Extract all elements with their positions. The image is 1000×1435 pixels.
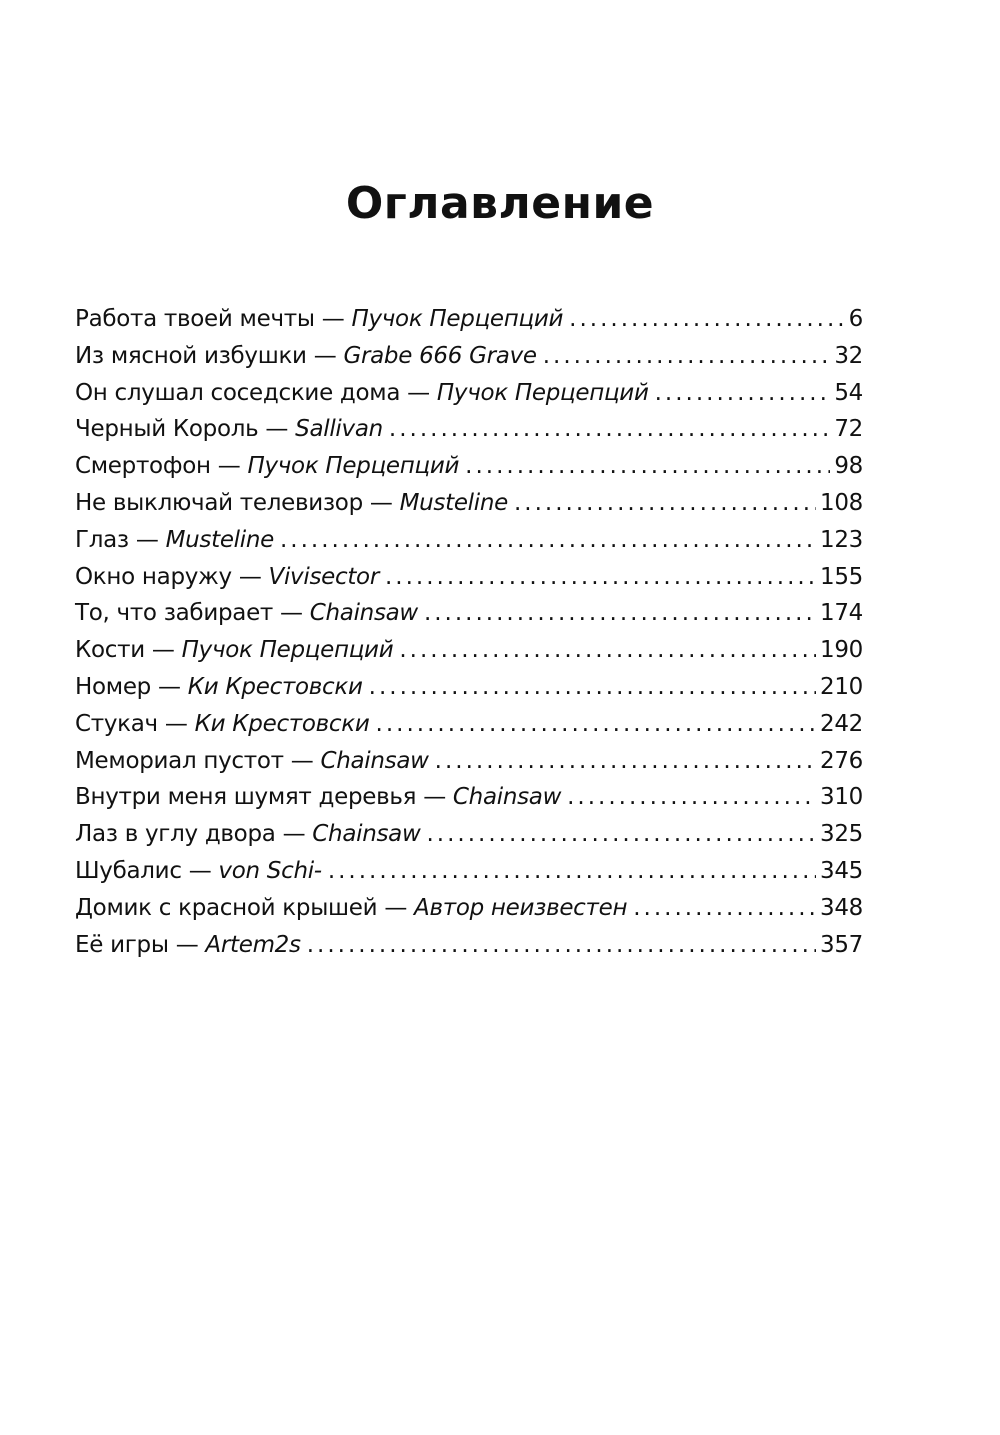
toc-entry (75, 632, 863, 669)
toc-entry-title: Шубалис (75, 857, 182, 884)
toc-entry-page-number: 98 (834, 453, 863, 480)
toc-entry-title: Мемориал пустот (75, 747, 284, 774)
toc-entry-page-number: 32 (834, 342, 863, 369)
toc-entry-title: Не выключай телевизор (75, 489, 363, 516)
dot-leader (307, 927, 816, 964)
dot-leader (399, 632, 816, 669)
toc-entry-separator: — (265, 416, 289, 443)
toc-entry-page-number: 357 (820, 931, 863, 958)
dot-leader (389, 411, 830, 448)
dot-leader (633, 890, 816, 927)
dot-leader (543, 338, 831, 375)
toc-entry-page-number: 155 (820, 563, 863, 590)
toc-entry (75, 522, 863, 559)
toc-entry (75, 890, 863, 927)
page-title: Оглавление (345, 178, 655, 229)
toc-entry-separator: — (151, 637, 175, 664)
toc-entry-author: Chainsaw (312, 821, 421, 848)
toc-entry-separator: — (282, 821, 306, 848)
toc-entry (75, 485, 863, 522)
dot-leader (426, 816, 816, 853)
toc-entry-page-number: 123 (820, 526, 863, 553)
toc-entry-title: Работа твоей мечты (75, 306, 315, 332)
toc-entry-author: Chainsaw (309, 600, 418, 627)
toc-entry (75, 411, 863, 448)
toc-entry (75, 375, 863, 412)
toc-entry (75, 301, 863, 338)
toc-entry-page-number: 276 (820, 747, 863, 774)
toc-entry-title: Окно наружу (75, 563, 232, 590)
toc-entry-title: Стукач (75, 710, 158, 737)
toc-entry-page-number: 54 (834, 379, 863, 406)
toc-entry (75, 816, 863, 853)
toc-entry-title: Из мясной избушки (75, 342, 307, 369)
toc-entry (75, 669, 863, 706)
toc-entry-page-number: 325 (820, 821, 863, 848)
toc-entry-page-number: 6 (848, 306, 863, 332)
dot-leader (465, 448, 830, 485)
table-of-contents (75, 301, 863, 963)
toc-entry-author: Chainsaw (320, 747, 429, 774)
dot-leader (385, 559, 816, 596)
toc-entry (75, 338, 863, 375)
toc-entry-author: Пучок Перцепций (351, 306, 564, 332)
toc-entry-separator: — (313, 342, 337, 369)
dot-leader (569, 301, 844, 338)
toc-entry-author: Ки Крестовски (194, 710, 370, 737)
toc-entry-author: Пучок Перцепций (181, 637, 394, 664)
toc-entry-separator: — (238, 563, 262, 590)
toc-entry-title: Смертофон (75, 453, 211, 480)
toc-entry-author: Musteline (165, 526, 274, 553)
toc-entry-page-number: 345 (820, 857, 863, 884)
toc-entry-separator: — (280, 600, 303, 627)
toc-entry-separator: — (157, 673, 181, 700)
toc-entry-page-number: 210 (820, 673, 863, 700)
toc-entry (75, 853, 863, 890)
toc-entry-title: Глаз (75, 526, 129, 553)
toc-entry-title: Номер (75, 673, 151, 700)
toc-entry-author: Grabe 666 Grave (343, 342, 537, 369)
toc-entry-separator: — (369, 489, 393, 516)
toc-entry-page-number: 348 (820, 894, 863, 921)
toc-entry-title: Внутри меня шумят деревья (75, 784, 417, 811)
toc-entry-separator: — (188, 857, 212, 884)
toc-entry-separator: — (164, 710, 188, 737)
dot-leader (514, 485, 816, 522)
dot-leader (655, 375, 831, 412)
dot-leader (369, 669, 816, 706)
toc-entry-page-number: 72 (834, 416, 863, 443)
toc-entry-separator: — (217, 453, 241, 480)
toc-entry-separator: — (384, 894, 408, 921)
toc-entry (75, 448, 863, 485)
toc-entry-separator: — (175, 931, 199, 958)
toc-entry-title: Её игры (75, 931, 169, 958)
toc-entry-page-number: 174 (820, 600, 863, 627)
toc-entry-author: Chainsaw (452, 784, 562, 811)
toc-entry-author: Musteline (399, 489, 508, 516)
toc-entry-author: Автор неизвестен (414, 894, 628, 921)
toc-entry-title: Черный Король (75, 416, 259, 443)
toc-entry-separator: — (290, 747, 314, 774)
toc-entry (75, 779, 863, 816)
toc-entry (75, 927, 863, 964)
dot-leader (376, 706, 816, 743)
dot-leader (424, 595, 816, 632)
toc-entry-title: То, что забирает (75, 600, 274, 627)
toc-entry (75, 595, 863, 632)
toc-entry-title: Кости (75, 637, 145, 664)
toc-entry-author: Пучок Перцепций (247, 453, 460, 480)
dot-leader (328, 853, 816, 890)
toc-entry-author: Vivisector (268, 563, 379, 590)
toc-entry-separator: — (321, 306, 345, 332)
toc-entry-page-number: 108 (820, 489, 863, 516)
toc-entry-separator: — (135, 526, 159, 553)
toc-entry-author: Ки Крестовски (187, 673, 363, 700)
toc-entry-page-number: 190 (820, 637, 863, 664)
toc-entry-title: Лаз в углу двора (75, 821, 276, 848)
dot-leader (435, 743, 816, 780)
toc-entry-separator: — (407, 379, 430, 406)
toc-entry-page-number: 242 (820, 710, 863, 737)
toc-entry-author: Artem2s (205, 931, 301, 958)
toc-entry-title: Домик с красной крышей (75, 894, 378, 921)
toc-entry-author: von Schi- (218, 857, 322, 884)
dot-leader (280, 522, 816, 559)
dot-leader (567, 779, 816, 816)
toc-entry-title: Он слушал соседские дома (75, 379, 401, 406)
toc-entry-page-number: 310 (820, 784, 863, 811)
toc-entry (75, 706, 863, 743)
toc-entry (75, 743, 863, 780)
toc-entry-separator: — (423, 784, 446, 811)
toc-entry-author: Пучок Перцепций (436, 379, 649, 406)
toc-entry-author: Sallivan (295, 416, 383, 443)
toc-entry (75, 559, 863, 596)
